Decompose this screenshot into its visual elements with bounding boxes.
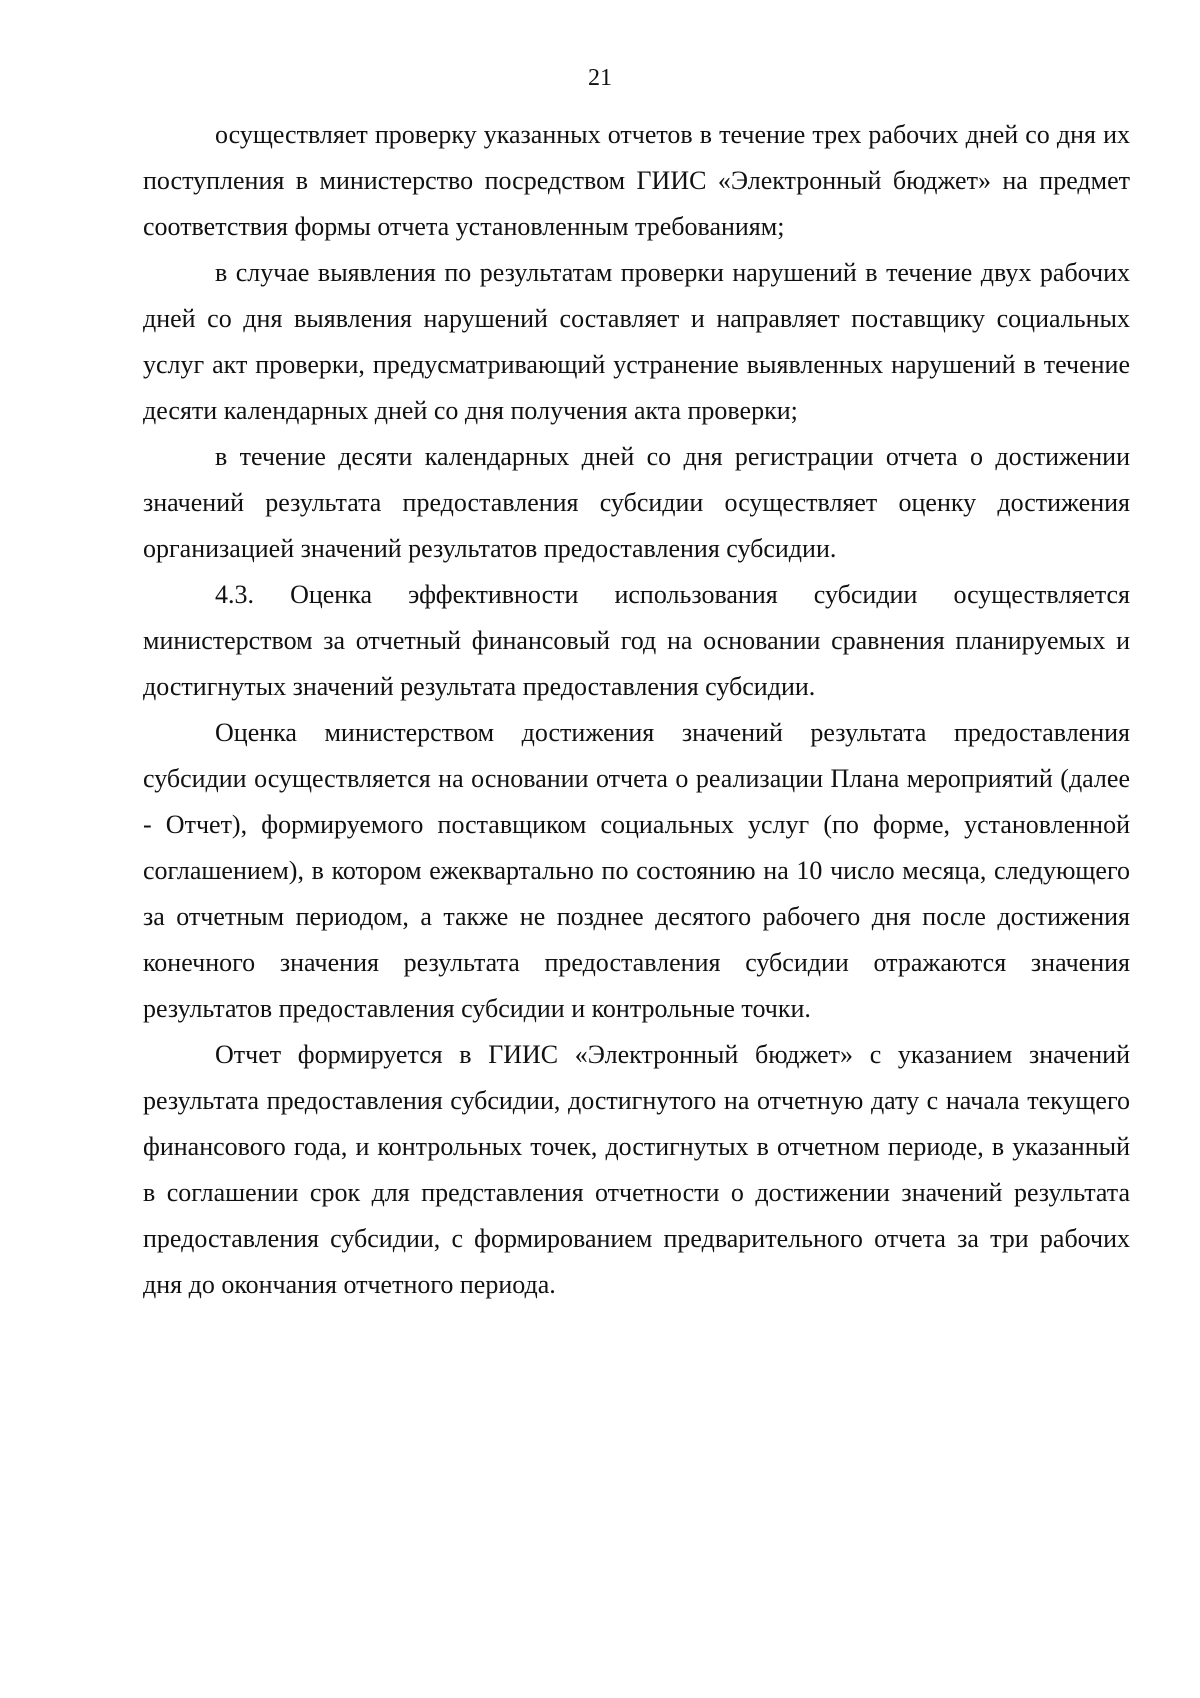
paragraph-2: в случае выявления по результатам проверки нарушений в течение двух рабочих дней со дня выявления нарушений составляет и направляет поставщику социальных услуг акт проверки, предусматривающий устранение выявленных нарушений в течение десяти календарных дней со дня получения акта проверки; xyxy=(143,258,1130,425)
page-number: 21 xyxy=(588,65,612,91)
paragraph-3: в течение десяти календарных дней со дня регистрации отчета о достижении значений результата предоставления субсидии осуществляет оценку достижения организацией значений результатов предоставления субсидии. xyxy=(143,442,1130,563)
paragraph-5: Оценка министерством достижения значений результата предоставления субсидии осуществляется на основании отчета о реализации Плана мероприятий (далее - Отчет), формируемого поставщиком социальных услуг (по форме, установленной соглашением), в котором ежеквартально по состоянию на 10 число месяца, следующего за отчетным периодом, а также не позднее десятого рабочего дня после достижения конечного значения результата предоставления субсидии отражаются значения результатов предоставления субсидии и контрольные точки. xyxy=(143,718,1130,1023)
paragraph-4-3: 4.3. Оценка эффективности использования субсидии осуществляется министерством за отчетный финансовый год на основании сравнения планируемых и достигнутых значений результата предоставления субсидии. xyxy=(143,580,1130,701)
document-body xyxy=(143,112,1130,1308)
paragraph-1: осуществляет проверку указанных отчетов в течение трех рабочих дней со дня их поступления в министерство посредством ГИИС «Электронный бюджет» на предмет соответствия формы отчета установленным требованиям; xyxy=(143,120,1130,241)
paragraph-6: Отчет формируется в ГИИС «Электронный бюджет» с указанием значений результата предоставления субсидии, достигнутого на отчетную дату с начала текущего финансового года, и контрольных точек, достигнутых в отчетном периоде, в указанный в соглашении срок для представления отчетности о достижении значений результата предоставления субсидии, с формированием предварительного отчета за три рабочих дня до окончания отчетного периода. xyxy=(143,1040,1130,1299)
